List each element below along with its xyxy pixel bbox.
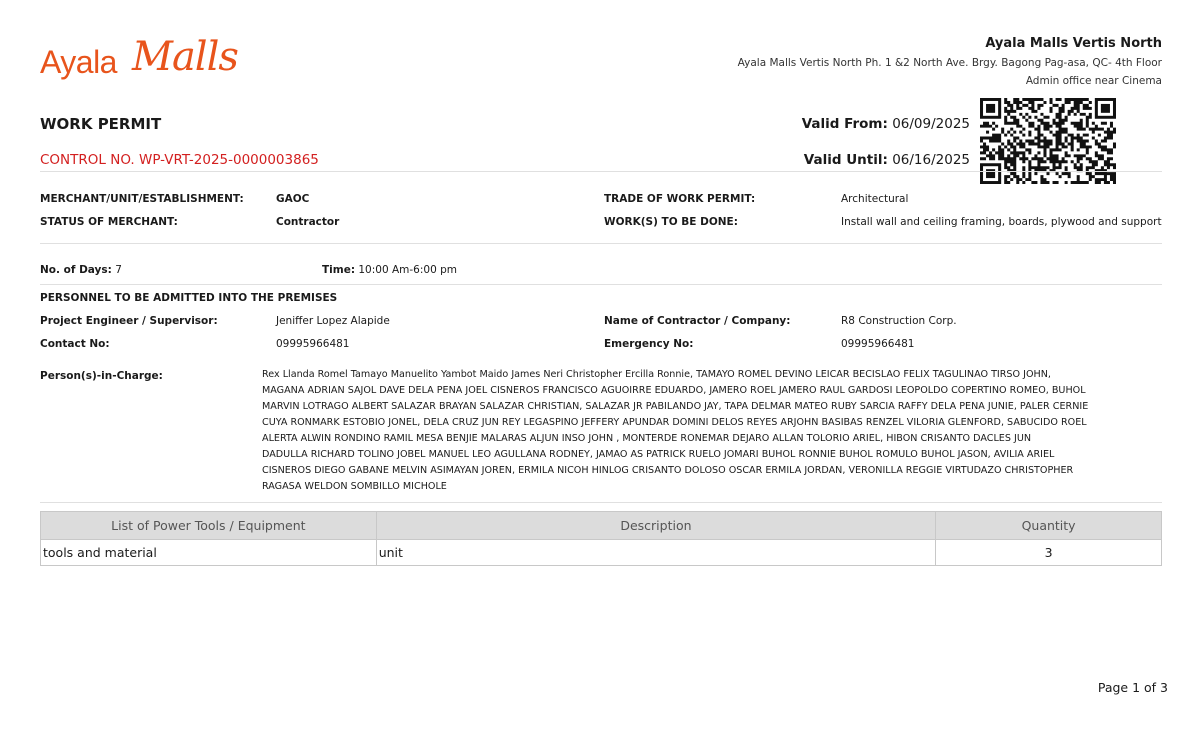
persons-in-charge-line: ALERTA ALWIN RONDINO RAMIL MESA BENJIE MALARAS ALJUN INSO JOHN , MONTERDE RONEMAR DEJARO ALLAN TOLORIO ARIEL, HIBON CRISANTO DACLES JUN — [262, 433, 1032, 444]
logo-ayala-text: Ayala — [40, 44, 117, 80]
valid-from-value: 06/09/2025 — [892, 116, 970, 132]
persons-in-charge-line: Rex Llanda Romel Tamayo Manuelito Yambot Maido James Neri Christopher Ercilla Ronnie, TAMAYO ROMEL DEVINO LEICAR BECISLAO FELIX TAGULINAO TIRSO JOHN, — [262, 369, 1051, 380]
column-header-tools: List of Power Tools / Equipment — [41, 512, 377, 540]
qr-finder-pattern — [986, 104, 995, 113]
column-header-description: Description — [376, 512, 935, 540]
works-value: Install wall and ceiling framing, boards, plywood and support — [841, 216, 1162, 228]
merchant-value: GAOC — [276, 193, 310, 205]
persons-in-charge-list — [262, 367, 1100, 495]
personnel-heading: PERSONNEL TO BE ADMITTED INTO THE PREMISES — [40, 292, 338, 304]
valid-from — [802, 116, 970, 132]
status-label: STATUS OF MERCHANT: — [40, 216, 178, 228]
emergency-label: Emergency No: — [604, 338, 694, 350]
merchant-label: MERCHANT/UNIT/ESTABLISHMENT: — [40, 193, 244, 205]
days-label: No. of Days: — [40, 264, 112, 276]
works-label: WORK(S) TO BE DONE: — [604, 216, 738, 228]
control-number: CONTROL NO. WP-VRT-2025-0000003865 — [40, 152, 319, 168]
divider — [40, 243, 1162, 244]
engineer-value: Jeniffer Lopez Alapide — [276, 315, 390, 327]
page-title: WORK PERMIT — [40, 115, 162, 133]
valid-until-value: 06/16/2025 — [892, 152, 970, 168]
contractor-label: Name of Contractor / Company: — [604, 315, 791, 327]
status-value: Contractor — [276, 216, 340, 228]
divider — [40, 502, 1162, 503]
logo-malls-text: Malls — [132, 34, 238, 80]
mall-address-line1: Ayala Malls Vertis North Ph. 1 &2 North Ave. Brgy. Bagong Pag-asa, QC- 4th Floor — [737, 57, 1162, 69]
qr-finder-pattern — [1101, 104, 1110, 113]
contact-label: Contact No: — [40, 338, 110, 350]
mall-address-line2: Admin office near Cinema — [1025, 75, 1162, 87]
tool-name-cell: tools and material — [41, 540, 377, 566]
trade-label: TRADE OF WORK PERMIT: — [604, 193, 756, 205]
persons-in-charge-line: RAGASA WELDON SOMBILLO MICHOLE — [262, 481, 447, 492]
time — [322, 264, 457, 276]
table-header-row — [41, 512, 1162, 540]
tool-description-cell: unit — [376, 540, 935, 566]
valid-until-label: Valid Until: — [803, 152, 888, 168]
persons-in-charge-line: MAGANA ADRIAN SAJOL DAVE DELA PENA JOEL CISNEROS FRANCISCO AGUOIRRE EDUARDO, JAMERO ROEL JAMERO RAUL GARDOSI LEOPOLDO COPERTINO ROMEO, BUHOL — [262, 385, 1086, 396]
mall-name: Ayala Malls Vertis North — [985, 36, 1162, 51]
emergency-value: 09995966481 — [841, 338, 915, 350]
persons-in-charge-line: CISNEROS DIEGO GABANE MELVIN ASIMAYAN JOREN, ERMILA NICOH HINLOG CRISANTO DOLOSO OSCAR ERMILA JORDAN, VERONILLA REGGIE VIRTUDAZO CHRISTOPHER — [262, 465, 1074, 476]
divider — [40, 284, 1162, 285]
persons-in-charge-label: Person(s)-in-Charge: — [40, 370, 163, 382]
tool-quantity-cell: 3 — [936, 540, 1162, 566]
days-value: 7 — [115, 264, 122, 276]
persons-in-charge-line: DADULLA RICHARD TOLINO JOBEL MANUEL LEO AGULLANA RODNEY, JAMAO AS PATRICK RUELO JOMARI BUHOL RONNIE BUHOL ROMULO BUHOL JASON, AVILIA ARIEL — [262, 449, 1055, 460]
time-value: 10:00 Am-6:00 pm — [358, 264, 457, 276]
trade-value: Architectural — [841, 193, 909, 205]
contractor-value: R8 Construction Corp. — [841, 315, 957, 327]
column-header-quantity: Quantity — [936, 512, 1162, 540]
days — [40, 264, 122, 276]
valid-until — [804, 152, 970, 168]
valid-from-label: Valid From: — [801, 116, 888, 132]
tools-table — [40, 511, 1162, 566]
persons-in-charge-line: MARVIN LOTRAGO ALBERT SALAZAR BRAYAN SALAZAR CHRISTIAN, SALAZAR JR PABILANDO JAY, TAPA DELMAR MATEO RUBY SARCIA RAFFY DELA PENA JUNIE, PALER CERNIE — [262, 401, 1089, 412]
contact-value: 09995966481 — [276, 338, 350, 350]
engineer-label: Project Engineer / Supervisor: — [40, 315, 218, 327]
divider — [40, 171, 1162, 172]
ayala-malls-logo — [40, 30, 238, 92]
page-number: Page 1 of 3 — [1097, 680, 1168, 695]
persons-in-charge-line: CUYA RONMARK ESTOBIO JONEL, DELA CRUZ JUN REY LEGASPINO JEFFERY APUNDAR DOMINI DELOS REYES ARJOHN BASIBAS RENZEL VILORIA GLENFORD, SABUCIDO ROEL — [262, 417, 1087, 428]
table-row — [41, 540, 1162, 566]
time-label: Time: — [322, 264, 356, 276]
